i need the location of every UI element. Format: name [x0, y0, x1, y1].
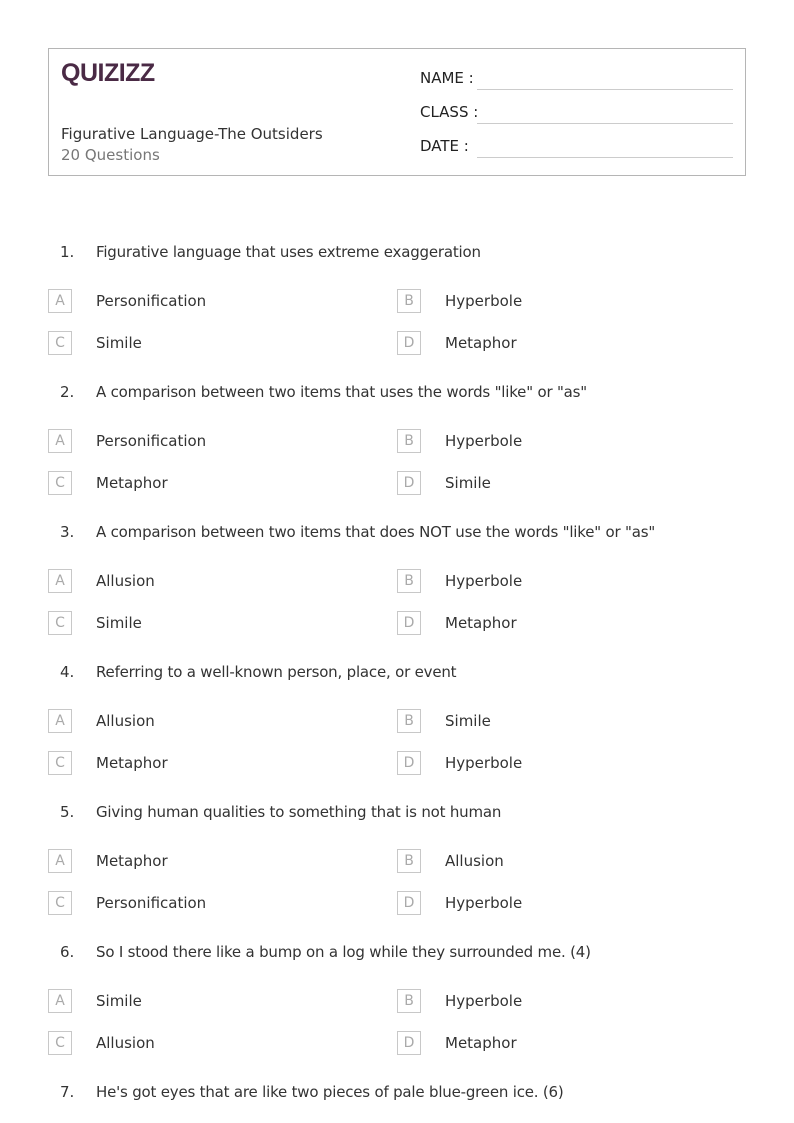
quizizz-logo: QUIZIZZ	[61, 59, 155, 87]
option-text: Simile	[96, 614, 142, 632]
option-letter-box[interactable]: A	[48, 429, 72, 453]
question-text: A comparison between two items that does NOT use the words "like" or "as"	[96, 523, 656, 541]
name-label: NAME :	[420, 69, 474, 87]
option-letter-box[interactable]: D	[397, 891, 421, 915]
option-text: Allusion	[96, 1034, 155, 1052]
class-line[interactable]	[477, 123, 733, 124]
question-count: 20 Questions	[61, 146, 160, 164]
class-label: CLASS :	[420, 103, 479, 121]
question-number: 5.	[60, 803, 75, 821]
option-text: Metaphor	[96, 474, 168, 492]
option-letter-box[interactable]: B	[397, 569, 421, 593]
option-text: Simile	[96, 334, 142, 352]
option-letter-box[interactable]: A	[48, 569, 72, 593]
option-text: Simile	[445, 474, 491, 492]
option-letter-box[interactable]: B	[397, 849, 421, 873]
option-text: Hyperbole	[445, 894, 523, 912]
option-text: Metaphor	[445, 1034, 517, 1052]
option-letter-box[interactable]: C	[48, 611, 72, 635]
option-text: Hyperbole	[445, 432, 523, 450]
question-number: 2.	[60, 383, 75, 401]
option-letter-box[interactable]: D	[397, 331, 421, 355]
option-letter-box[interactable]: C	[48, 471, 72, 495]
question-6	[0, 940, 794, 1052]
option-text: Hyperbole	[445, 572, 523, 590]
option-letter-box[interactable]: B	[397, 709, 421, 733]
option-letter-box[interactable]: C	[48, 891, 72, 915]
option-text: Metaphor	[445, 614, 517, 632]
question-5	[0, 800, 794, 912]
option-text: Personification	[96, 894, 207, 912]
option-letter-box[interactable]: C	[48, 331, 72, 355]
question-number: 4.	[60, 663, 75, 681]
option-letter-box[interactable]: D	[397, 611, 421, 635]
option-text: Simile	[445, 712, 491, 730]
date-line[interactable]	[477, 157, 733, 158]
question-text: So I stood there like a bump on a log while they surrounded me. (4)	[96, 943, 591, 961]
option-text: Metaphor	[96, 754, 168, 772]
option-letter-box[interactable]: B	[397, 429, 421, 453]
option-letter-box[interactable]: A	[48, 289, 72, 313]
question-number: 6.	[60, 943, 75, 961]
option-text: Personification	[96, 292, 207, 310]
option-text: Simile	[96, 992, 142, 1010]
question-text: Giving human qualities to something that is not human	[96, 803, 502, 821]
question-3	[0, 520, 794, 632]
option-text: Hyperbole	[445, 292, 523, 310]
option-text: Allusion	[96, 572, 155, 590]
question-text: A comparison between two items that uses the words "like" or "as"	[96, 383, 587, 401]
option-letter-box[interactable]: D	[397, 471, 421, 495]
date-label: DATE :	[420, 137, 469, 155]
worksheet-header	[48, 48, 746, 176]
option-letter-box[interactable]: A	[48, 849, 72, 873]
question-text: He's got eyes that are like two pieces of pale blue-green ice. (6)	[96, 1083, 564, 1101]
question-number: 3.	[60, 523, 75, 541]
option-letter-box[interactable]: D	[397, 751, 421, 775]
question-1	[0, 240, 794, 352]
option-text: Allusion	[445, 852, 504, 870]
option-letter-box[interactable]: A	[48, 709, 72, 733]
option-letter-box[interactable]: A	[48, 989, 72, 1013]
option-letter-box[interactable]: D	[397, 1031, 421, 1055]
option-text: Hyperbole	[445, 992, 523, 1010]
worksheet-title: Figurative Language-The Outsiders	[61, 125, 323, 143]
question-text: Referring to a well-known person, place, or event	[96, 663, 457, 681]
question-7	[0, 1080, 794, 1104]
option-letter-box[interactable]: B	[397, 289, 421, 313]
option-text: Metaphor	[445, 334, 517, 352]
option-text: Hyperbole	[445, 754, 523, 772]
question-number: 7.	[60, 1083, 75, 1101]
option-letter-box[interactable]: C	[48, 1031, 72, 1055]
question-4	[0, 660, 794, 772]
option-text: Metaphor	[96, 852, 168, 870]
question-2	[0, 380, 794, 492]
option-text: Personification	[96, 432, 207, 450]
option-letter-box[interactable]: B	[397, 989, 421, 1013]
name-line[interactable]	[477, 89, 733, 90]
question-number: 1.	[60, 243, 75, 261]
option-text: Allusion	[96, 712, 155, 730]
question-text: Figurative language that uses extreme exaggeration	[96, 243, 481, 261]
option-letter-box[interactable]: C	[48, 751, 72, 775]
